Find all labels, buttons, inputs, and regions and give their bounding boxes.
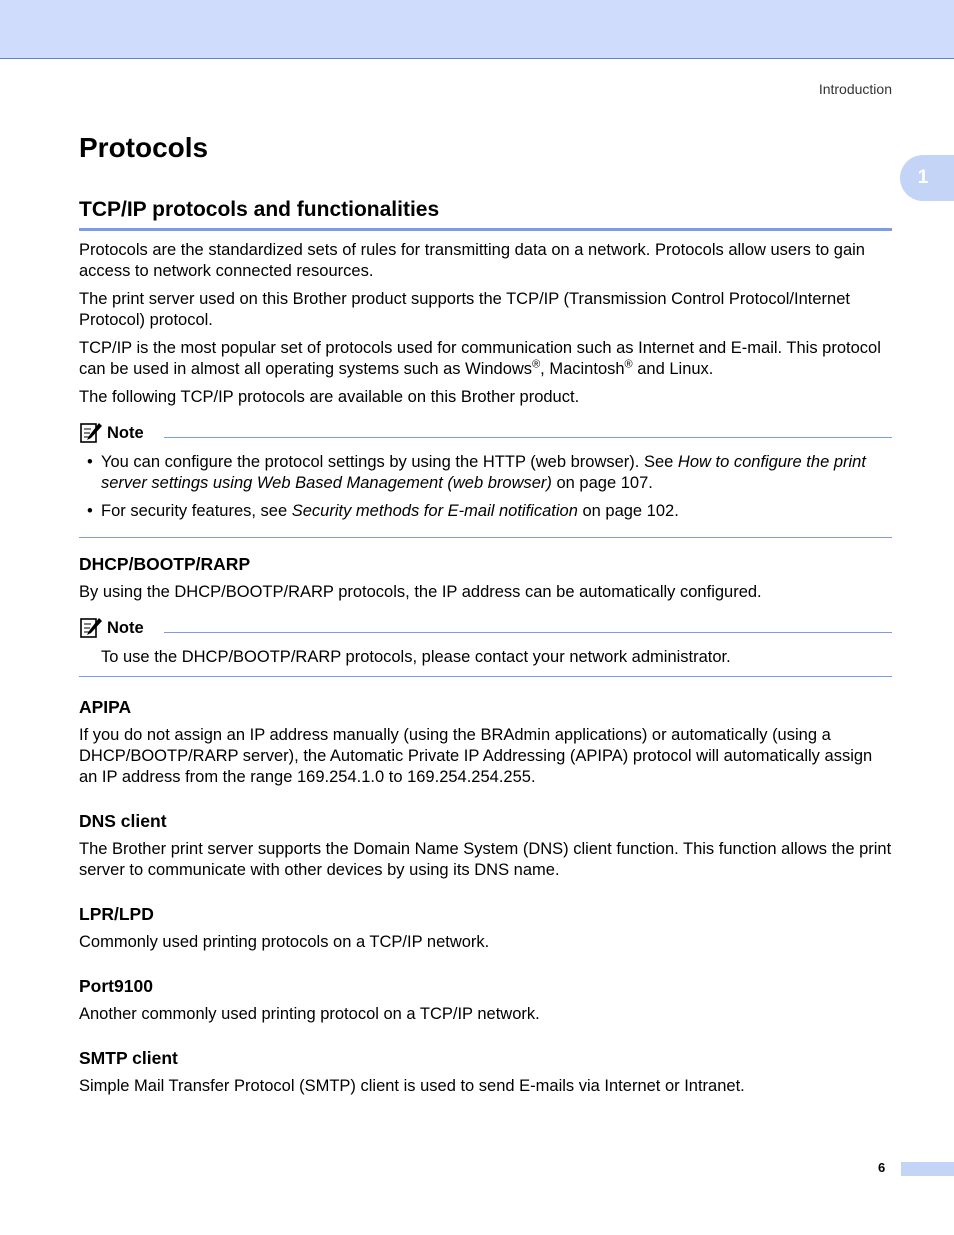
note-box bbox=[79, 615, 892, 677]
section-title: TCP/IP protocols and functionalities bbox=[79, 198, 892, 231]
link-text[interactable]: How to configure the print server settings using Web Based Management (web browser) bbox=[101, 453, 866, 492]
heading-dhcp: DHCP/BOOTP/RARP bbox=[79, 554, 251, 574]
note-label: Note bbox=[107, 618, 144, 637]
paragraph-dhcp: By using the DHCP/BOOTP/RARP protocols, the IP address can be automatically configured. bbox=[79, 583, 762, 601]
note-header bbox=[79, 420, 892, 446]
note-text: To use the DHCP/BOOTP/RARP protocols, please contact your network administrator. bbox=[101, 648, 731, 666]
note-pencil-icon bbox=[79, 421, 103, 445]
paragraph-lpr: Commonly used printing protocols on a TCP/IP network. bbox=[79, 933, 490, 951]
heading-smtp: SMTP client bbox=[79, 1048, 178, 1068]
note-list bbox=[79, 452, 892, 522]
page-number: 6 bbox=[878, 1160, 886, 1175]
intro-paragraph-2: The print server used on this Brother product supports the TCP/IP (Transmission Control Protocol/Internet Protocol) protocol. bbox=[79, 290, 850, 329]
note-label: Note bbox=[107, 423, 144, 442]
note-box bbox=[79, 420, 892, 538]
note-rule bbox=[164, 437, 892, 438]
registered-mark: ® bbox=[532, 358, 541, 371]
paragraph-apipa: If you do not assign an IP address manually (using the BRAdmin applications) or automatically (using a DHCP/BOOTP/RARP server), the Automatic Private IP Addressing (APIPA) protocol will automatically assign an IP address from the range 169.254.1.0 to 169.254.254.255. bbox=[79, 726, 873, 786]
link-text[interactable]: Security methods for E-mail notification bbox=[291, 502, 578, 520]
paragraph-smtp: Simple Mail Transfer Protocol (SMTP) client is used to send E-mails via Internet or Intranet. bbox=[79, 1077, 745, 1095]
list-item: • For security features, see Security methods for E-mail notification on page 102. bbox=[87, 502, 679, 520]
running-header: Introduction bbox=[818, 81, 892, 97]
intro-paragraph-3: TCP/IP is the most popular set of protocols used for communication such as Internet and E-mail. This protocol can be used in almost all operating systems such as Windows®, Macintosh® and Linux. bbox=[79, 339, 881, 378]
chapter-number: 1 bbox=[917, 167, 929, 188]
note-pencil-icon bbox=[79, 616, 103, 640]
page-title: Protocols bbox=[79, 132, 209, 163]
main-content bbox=[79, 240, 892, 1104]
intro-paragraph-4: The following TCP/IP protocols are available on this Brother product. bbox=[79, 388, 580, 406]
heading-lpr: LPR/LPD bbox=[79, 904, 154, 924]
list-item: • You can configure the protocol settings by using the HTTP (web browser). See How to configure the print server settings using Web Based Management (web browser) on page 107. bbox=[87, 453, 866, 492]
heading-dns: DNS client bbox=[79, 811, 167, 831]
heading-apipa: APIPA bbox=[79, 697, 132, 717]
registered-mark: ® bbox=[624, 358, 633, 371]
paragraph-port9100: Another commonly used printing protocol on a TCP/IP network. bbox=[79, 1005, 540, 1023]
chapter-tab[interactable] bbox=[900, 155, 954, 201]
intro-paragraph-1: Protocols are the standardized sets of rules for transmitting data on a network. Protocols allow users to gain access to network connected resources. bbox=[79, 241, 865, 280]
paragraph-dns: The Brother print server supports the Domain Name System (DNS) client function. This function allows the print server to communicate with other devices by using its DNS name. bbox=[79, 840, 892, 879]
heading-port9100: Port9100 bbox=[79, 976, 153, 996]
note-rule bbox=[164, 632, 892, 633]
top-band bbox=[0, 0, 954, 59]
note-header bbox=[79, 615, 892, 641]
footer-bar bbox=[901, 1162, 954, 1176]
